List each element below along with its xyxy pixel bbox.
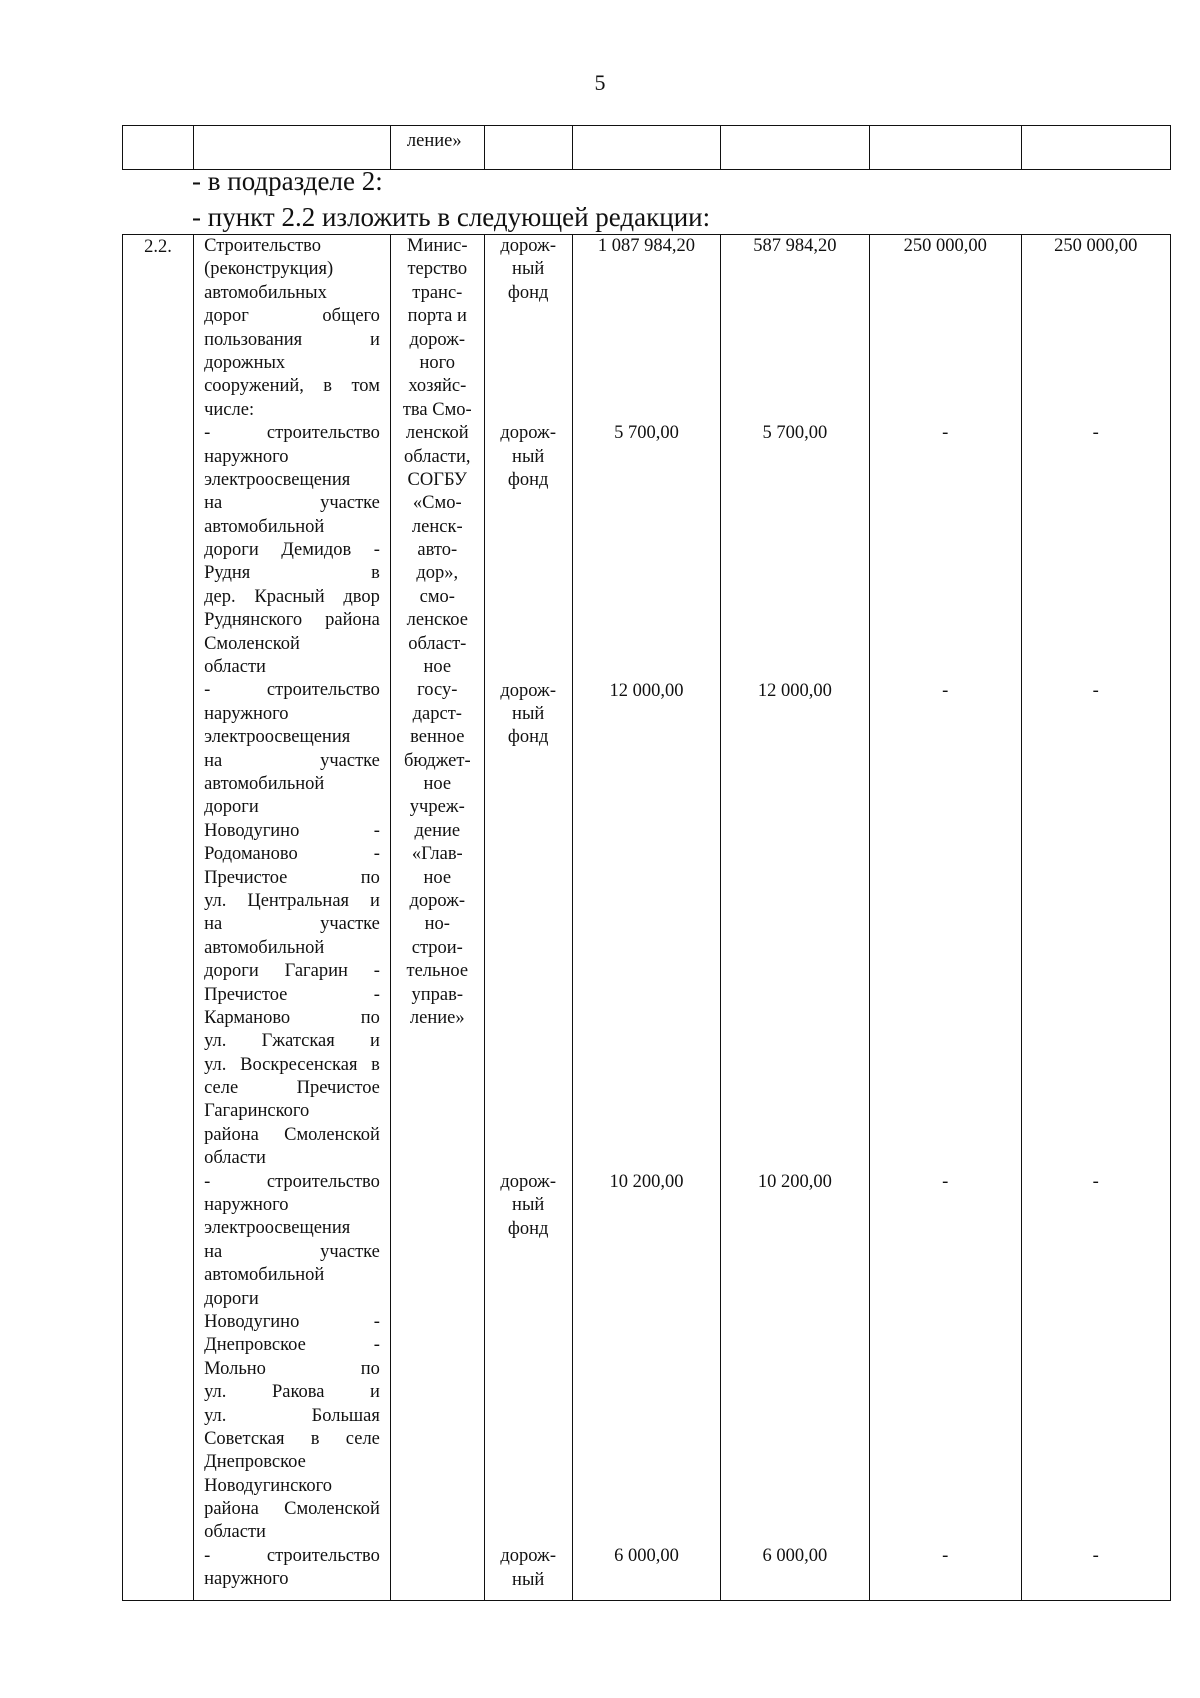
executor-line: дор», [416,563,459,584]
row-name-line: Пречистое по [204,867,380,888]
intro-item: - пункт 2.2 изложить в следующей редакции: [192,202,711,232]
row-name-line: ул. Гжатская и [204,1031,380,1052]
row-name-line: - строительство [204,680,380,701]
source-line: ный [512,1569,545,1590]
cell-value-2 [720,126,869,170]
row-name-line: на участке [204,750,380,771]
executor-line: «Глав- [411,844,463,865]
row-executor [393,235,482,1030]
executor-line: дение [414,820,461,841]
row-name-line: наружного [204,446,289,467]
executor-line: «Смо- [412,493,462,514]
executor-line: бюджет- [403,750,471,771]
value-cell: 5 700,00 [762,423,828,444]
cell-value-1 [573,126,720,170]
value-cell: - [942,423,949,444]
value-cell: 6 000,00 [614,1546,679,1567]
row-name-line: (реконструкция) [204,259,334,280]
source-line: ный [512,259,545,280]
executor-line: смо- [419,586,455,607]
source-line: фонд [507,282,549,303]
row-name-line: сооружений, в том [204,376,380,397]
executor-line: но- [424,914,450,935]
executor-line: венное [410,727,465,748]
row-source [485,235,573,1592]
executor-line: хозяйс- [408,376,467,397]
value-year3-col [1022,235,1171,1592]
row-name-line: Новодугинского [204,1475,332,1496]
source-line: дорож- [500,1172,556,1192]
source-line: фонд [507,727,549,748]
row-executor-cell [390,235,484,1601]
row-name-line: электроосвещения [204,727,351,748]
row-name-line: наружного [204,1569,289,1590]
value-cell: 10 200,00 [609,1172,684,1192]
row-name-cell [194,235,391,1601]
source-line: ный [512,446,545,467]
value-year1-col [721,235,869,1592]
row-name-line: селе Пречистое [204,1078,380,1099]
executor-tail: ление» [406,131,462,151]
executor-line: област- [408,633,467,654]
previous-table-row [122,125,1171,170]
row-name-line: дер. Красный двор [204,586,380,607]
page-number: 5 [594,70,606,95]
row-name-line: - строительство [204,423,380,444]
executor-line: дорож- [409,890,466,911]
value-cell: - [1092,1546,1099,1567]
value-total-col [573,235,719,1592]
row-name-line: района Смоленской [204,1499,380,1520]
source-block [485,235,572,305]
source-block [485,680,572,750]
value-total-cell [573,235,720,1601]
row-name-line: дорог общего [204,306,380,327]
row-name-line: ул. Центральная и [204,890,380,911]
row-name-line: области [204,1148,266,1169]
row-name-line: Днепровское - [204,1335,380,1356]
row-name-line: дороги Гагарин - [204,961,380,982]
row-name-line: ул. Воскресенская в [204,1054,380,1075]
row-name-line: Днепровское [204,1452,306,1473]
row-name-line: автомобильной [204,516,325,537]
value-cell: 12 000,00 [609,680,684,701]
executor-line: дорож- [409,329,466,350]
executor-line: дарст- [412,703,462,724]
value-cell: 587 984,20 [753,236,837,256]
executor-line: строи- [411,937,463,958]
cell-value-3 [870,126,1021,170]
row-source-cell [484,235,573,1601]
executor-line: госу- [417,680,458,701]
executor-line: порта и [407,306,467,327]
row-name-line: ул. Большая [204,1405,380,1426]
row-name-line: автомобильной [204,773,325,794]
value-cell: 5 700,00 [614,423,679,444]
row-name-line: электроосвещения [204,469,351,490]
source-line: дорож- [500,1546,556,1567]
source-line: дорож- [500,680,556,701]
row-name-line: Рудня в [204,563,380,584]
row-name-line: дороги Демидов - [204,540,380,561]
executor-line: ное [423,657,452,678]
row-name-line: Советская в селе [204,1428,380,1449]
executor-line: управ- [411,984,464,1005]
value-cell: 1 087 984,20 [597,236,696,256]
cell-executor [390,126,484,170]
executor-line: ленской [405,423,469,444]
source-block [485,1545,572,1592]
value-cell: - [942,1172,949,1192]
row-name-line: ул. Ракова и [204,1382,380,1403]
value-cell: 10 200,00 [757,1172,832,1192]
source-line: дорож- [500,423,556,444]
value-year2-cell [870,235,1021,1601]
row-name-line: района Смоленской [204,1124,380,1145]
executor-line: ленск- [411,516,463,537]
row-name-line: - строительство [204,1545,380,1566]
row-name-line: области [204,1522,266,1543]
row-name-line: Пречистое - [204,984,380,1005]
source-line: фонд [507,469,549,490]
executor-line: ление» [409,1007,465,1028]
row-name-line: Мольно по [204,1358,380,1379]
row-name-line: Карманово по [204,1007,380,1028]
executor-line: области, [404,446,471,467]
source-line: дорож- [500,236,556,256]
cell-number [123,126,194,170]
executor-line: Минис- [407,236,468,256]
row-name-line: наружного [204,703,289,724]
executor-line: транс- [412,282,463,303]
cell-source [484,126,573,170]
row-name-line: автомобильной [204,937,325,958]
row-name-line: автомобильной [204,1265,325,1286]
executor-line: ное [423,773,452,794]
executor-line: авто- [417,540,458,561]
source-line: ный [512,1195,545,1216]
source-line: ный [512,703,545,724]
row-name-line: на участке [204,493,380,514]
row-name-line: Родоманово - [204,844,380,865]
row-name-line: дороги [204,1288,259,1309]
value-year2-col [870,235,1020,1592]
intro-subsection: - в подразделе 2: [192,166,383,196]
executor-line: тва Смо- [402,399,472,420]
source-block [485,422,572,492]
cell-name [194,126,391,170]
row-name-line: Новодугино - [204,1311,380,1332]
row-name-line: на участке [204,914,380,935]
row-name [204,235,380,1592]
value-cell: - [1092,1172,1099,1192]
executor-line: ленское [406,610,468,631]
row-number: 2.2. [123,235,194,1601]
value-cell: 250 000,00 [903,236,987,256]
value-cell: 6 000,00 [762,1546,828,1567]
executor-line: СОГБУ [407,469,468,490]
value-cell: - [942,1546,949,1567]
row-name-line: пользования и [204,329,380,350]
row-name-line: наружного [204,1195,289,1216]
row-name-line: на участке [204,1241,380,1262]
cell-value-4 [1021,126,1171,170]
executor-line: тельное [406,961,469,982]
row-name-line: Новодугино - [204,820,380,841]
row-name-line: Гагаринского [204,1101,310,1122]
row-name-line: автомобильных [204,282,327,303]
row-name-line: - строительство [204,1171,380,1192]
value-cell: 250 000,00 [1054,236,1138,256]
value-year1-cell [720,235,869,1601]
row-name-line: числе: [204,399,255,420]
row-name-line: Строительство [204,236,322,256]
program-table [122,234,1171,1601]
executor-line: ного [419,352,456,373]
row-name-line: области [204,657,266,678]
row-name-line: дороги [204,797,259,818]
value-cell: 12 000,00 [757,680,832,701]
executor-line: терство [407,259,468,280]
executor-line: учреж- [409,797,465,818]
row-name-line: электроосвещения [204,1218,351,1239]
value-year3-cell [1021,235,1171,1601]
row-name-line: Руднянского района [204,610,380,631]
executor-line: ное [423,867,452,888]
table-row [123,235,1171,1601]
source-block [485,1171,572,1241]
value-cell: - [1092,680,1099,701]
row-name-line: Смоленской [204,633,300,654]
value-cell: - [1092,423,1099,444]
value-cell: - [942,680,949,701]
row-name-line: дорожных [204,352,286,373]
source-line: фонд [507,1218,549,1239]
